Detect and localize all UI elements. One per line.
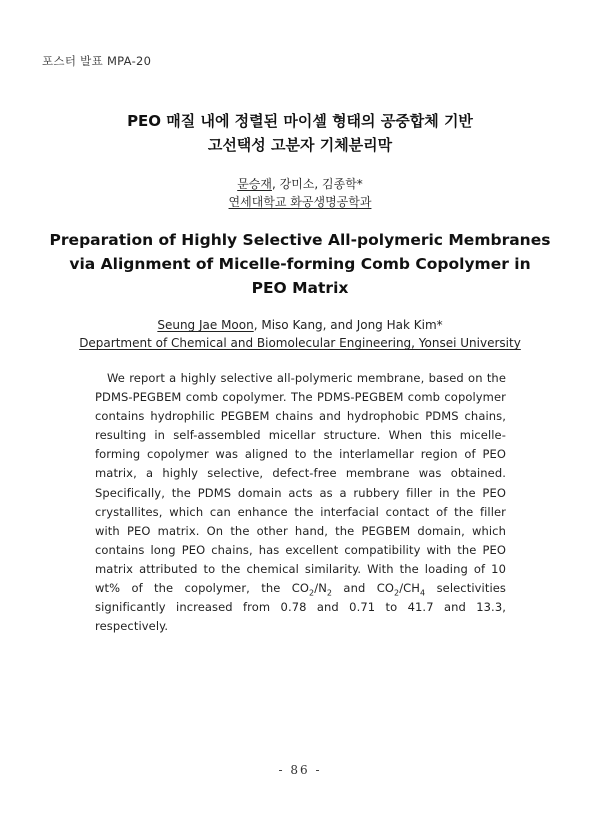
gas-n2-prefix: /N: [314, 581, 327, 596]
gas-co2-1: CO: [291, 581, 310, 596]
session-label: 포스터 발표 MPA-20: [42, 54, 152, 68]
subscript-4: 4: [420, 588, 426, 598]
english-coauthors: , Miso Kang, and Jong Hak Kim*: [253, 318, 443, 332]
abstract-paragraph: [95, 369, 506, 636]
korean-title-line-1: PEO 매질 내에 정렬된 마이셀 형태의 공중합체 기반: [127, 112, 473, 130]
subscript-2-b: 2: [326, 588, 333, 598]
subscript-2-a: 2: [309, 588, 315, 598]
korean-title-line-2: 고선택성 고분자 기체분리막: [207, 136, 393, 154]
abstract-text-end: selectivities significantly increased from 0.78 and 0.71 to 41.7 and 13.3, respectively.: [95, 581, 507, 634]
english-title-line-1: Preparation of Highly Selective All-polymeric Membranes: [49, 231, 551, 249]
english-title-line-3: PEO Matrix: [251, 279, 349, 297]
english-authors: [0, 316, 600, 334]
gas-co2-2: CO: [376, 581, 394, 596]
korean-affiliation: 연세대학교 화공생명공학과: [228, 195, 372, 209]
korean-coauthors: , 강미소, 김종학*: [271, 177, 363, 191]
abstract-text-main: We report a highly selective all-polymeric membrane, based on the PDMS-PEGBEM comb copolymer. The PDMS-PEGBEM comb copolymer contains hydrophilic PEGBEM chains and hydrophobic PDMS chains, resulting in self-assembled micellar structure. When this micelle-forming copolymer was aligned to the interlamellar region of PEO matrix, a highly selective, defect-free membrane was obtained. Specifically, the PDMS domain acts as a rubbery filler in the PEO crystallites, which can enhance the interfacial contact of the filler with PEO matrix. On the other hand, the PEGBEM domain, which contains long PEO chains, has excellent compatibility with the PEO matrix attributed to the chemical similarity. With the loading of 10 wt% of the copolymer, the: [95, 371, 506, 596]
subscript-2-c: 2: [393, 588, 400, 598]
korean-authors: [0, 175, 600, 193]
korean-title: [0, 109, 600, 157]
korean-presenting-author: 문승재: [237, 177, 272, 191]
english-affiliation: Department of Chemical and Biomolecular Engineering, Yonsei University: [79, 336, 521, 350]
page-number: - 86 -: [278, 763, 322, 777]
english-presenting-author: Seung Jae Moon: [157, 318, 254, 332]
korean-author-block: [0, 175, 600, 211]
english-title-line-2: via Alignment of Micelle-forming Comb Copolymer in: [69, 255, 531, 273]
gas-ch4-prefix: /CH: [399, 581, 421, 596]
english-title: [0, 228, 600, 300]
abstract-and: and: [332, 581, 377, 596]
english-author-block: [0, 316, 600, 352]
